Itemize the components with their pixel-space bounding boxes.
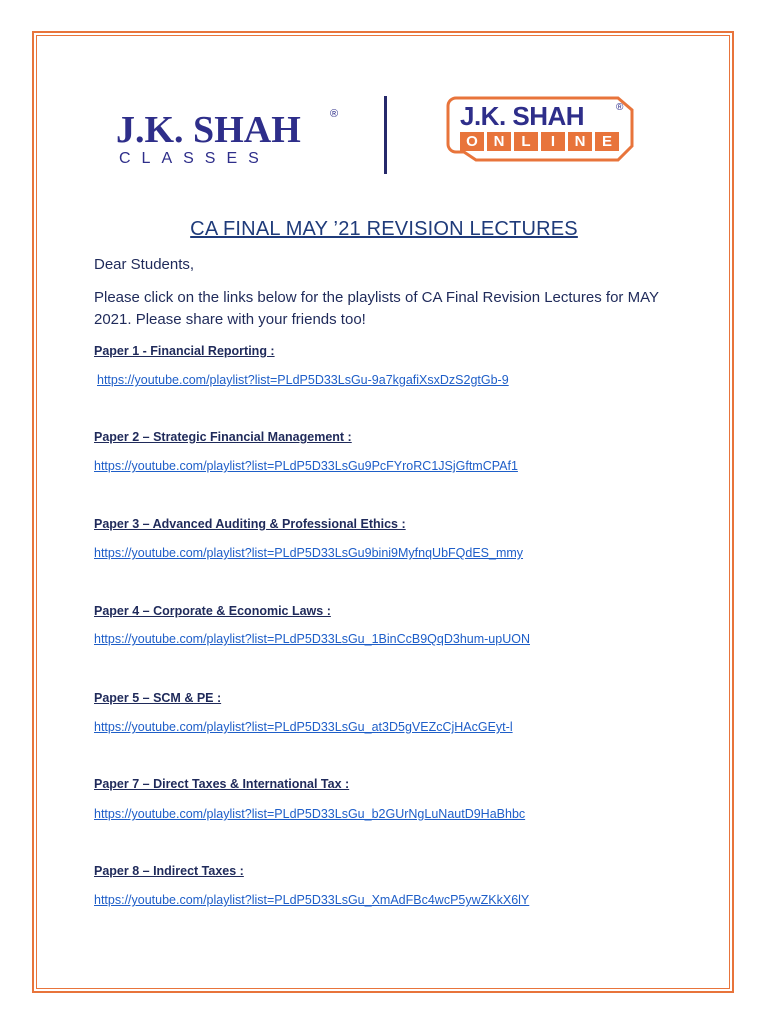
document-title: CA FINAL MAY ’21 REVISION LECTURES — [190, 218, 578, 240]
paper-4-label: Paper 4 – Corporate & Economic Laws : — [94, 604, 331, 618]
paper-7-link[interactable]: https://youtube.com/playlist?list=PLdP5D33LsGu_b2GUrNgLuNautD9HaBhbc — [94, 807, 526, 821]
paper-7-label: Paper 7 – Direct Taxes & International Tax : — [94, 777, 350, 791]
online-letter: L — [514, 132, 538, 151]
page-border-inner — [36, 35, 730, 989]
paper-2-label: Paper 2 – Strategic Financial Management : — [94, 430, 352, 444]
paper-8-label: Paper 8 – Indirect Taxes : — [94, 864, 244, 878]
paper-5-label: Paper 5 – SCM & PE : — [94, 691, 222, 705]
logo-left-name: J.K. SHAH — [116, 109, 301, 151]
paper-1-label: Paper 1 - Financial Reporting : — [94, 344, 275, 358]
logo-divider — [384, 96, 387, 174]
online-letter: O — [460, 132, 484, 151]
online-letter: N — [487, 132, 511, 151]
jk-shah-classes-logo — [116, 110, 346, 170]
paper-8-link[interactable]: https://youtube.com/playlist?list=PLdP5D33LsGu_XmAdFBc4wcP5ywZKkX6lY — [94, 893, 530, 907]
logo-left-registered-mark: ® — [330, 108, 339, 120]
paper-3-label: Paper 3 – Advanced Auditing & Professional Ethics : — [94, 517, 406, 531]
intro-paragraph: Please click on the links below for the playlists of CA Final Revision Lectures for MAY 2021. Please share with your friends too! — [94, 289, 659, 328]
online-letter: I — [541, 132, 565, 151]
paper-1-link[interactable]: https://youtube.com/playlist?list=PLdP5D33LsGu-9a7kgafiXsxDzS2gtGb-9 — [97, 373, 509, 387]
paper-5-link[interactable]: https://youtube.com/playlist?list=PLdP5D33LsGu_at3D5gVEZcCjHAcGEyt-l — [94, 720, 513, 734]
online-letter: E — [595, 132, 619, 151]
paper-3-link[interactable]: https://youtube.com/playlist?list=PLdP5D33LsGu9bini9MyfnqUbFQdES_mmy — [94, 546, 524, 560]
logo-right-online-letters — [460, 132, 619, 151]
logo-right-registered-mark: ® — [616, 102, 624, 113]
paper-4-link[interactable]: https://youtube.com/playlist?list=PLdP5D33LsGu_1BinCcB9QqD3hum-upUON — [94, 632, 530, 646]
logo-left-subtitle: CLASSES — [119, 150, 270, 167]
paper-2-link[interactable]: https://youtube.com/playlist?list=PLdP5D33LsGu9PcFYroRC1JSjGftmCPAf1 — [94, 459, 518, 473]
greeting: Dear Students, — [94, 256, 195, 273]
logo-right-name: J.K. SHAH — [460, 101, 585, 131]
online-letter: N — [568, 132, 592, 151]
jk-shah-online-logo — [446, 96, 636, 162]
